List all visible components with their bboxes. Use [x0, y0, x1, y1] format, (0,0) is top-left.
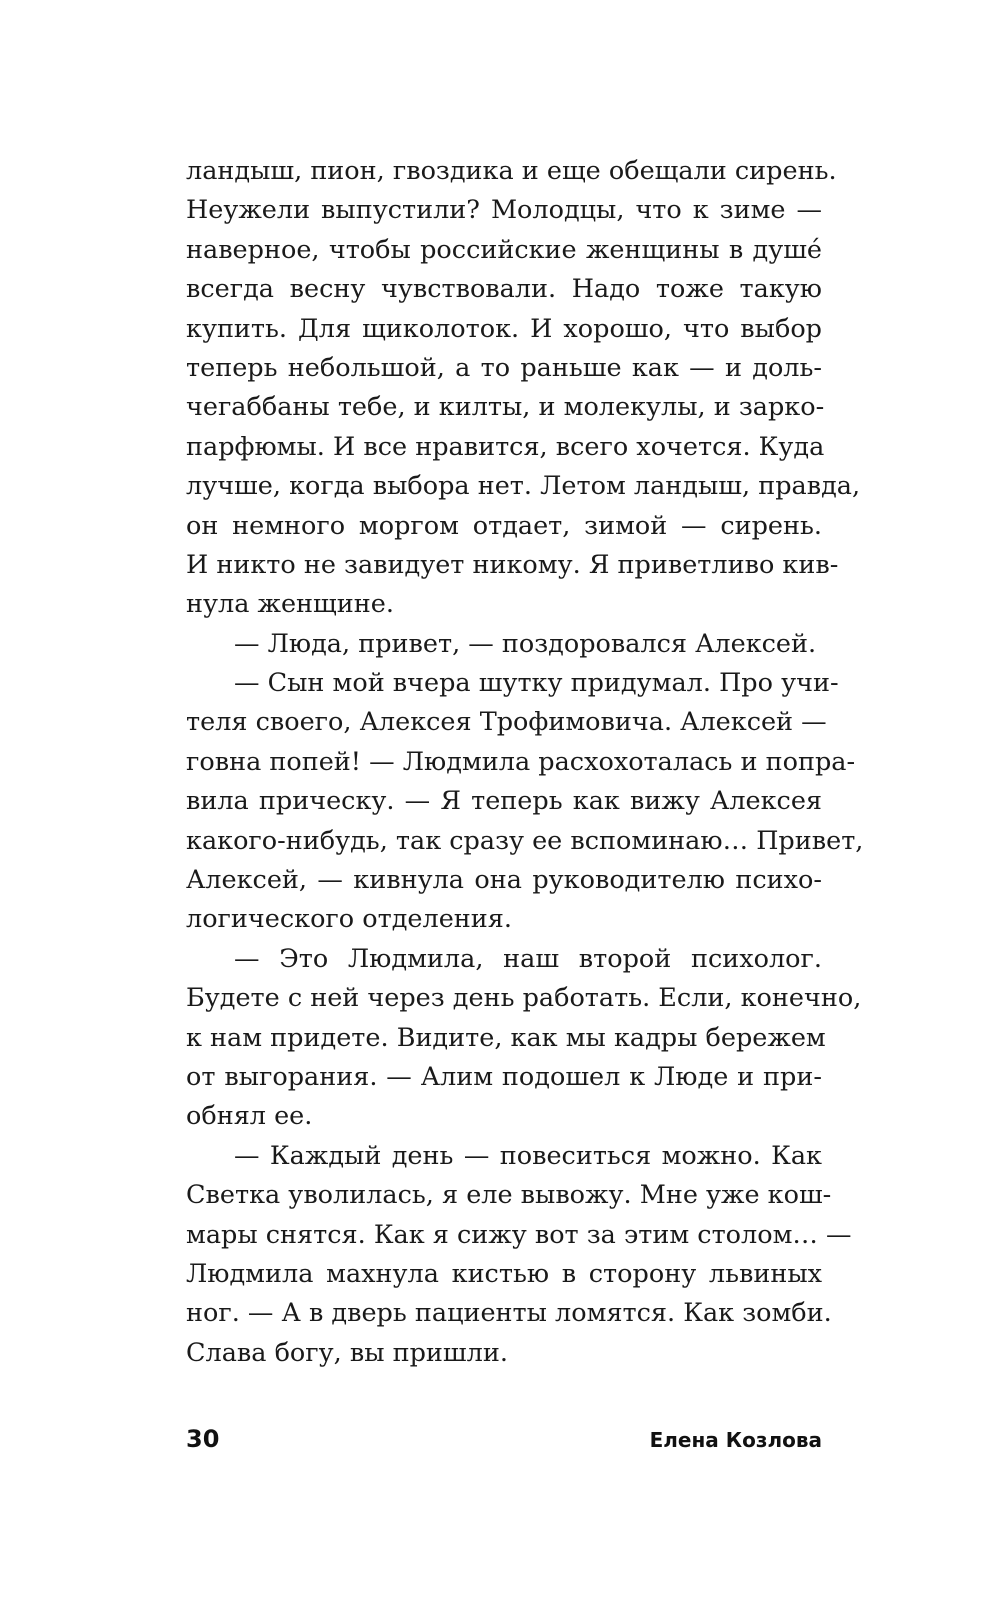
text-line: мары снятся. Как я сижу вот за этим столом… — — [186, 1219, 852, 1250]
text-line: от выгорания. — Алим подошел к Люде и при- — [186, 1061, 822, 1092]
text-line: какого-нибудь, так сразу ее вспоминаю… Привет, — [186, 825, 864, 856]
text-line: — Каждый день — повеситься можно. Как — [234, 1140, 822, 1171]
page-footer — [186, 1425, 822, 1455]
text-line: ног. — А в дверь пациенты ломятся. Как зомби. — [186, 1298, 832, 1329]
text-line: теля своего, Алексея Трофимовича. Алексей — — [186, 707, 827, 738]
text-line: лучше, когда выбора нет. Летом ландыш, правда, — [186, 471, 861, 502]
text-line: парфюмы. И все нравится, всего хочется. Куда — [186, 431, 825, 462]
text-line: Будете с ней через день работать. Если, конечно, — [186, 983, 862, 1014]
text-line: И никто не завидует никому. Я приветливо кив- — [186, 549, 839, 580]
text-line: Людмила махнула кистью в сторону львиных — [186, 1258, 822, 1289]
body-text — [186, 152, 864, 1373]
text-line: — Сын мой вчера шутку придумал. Про учи- — [234, 668, 839, 699]
text-line: он немного моргом отдает, зимой — сирень. — [186, 510, 822, 541]
text-line: Светка уволилась, я еле вывожу. Мне уже кош- — [186, 1180, 832, 1211]
text-line: нула женщине. — [186, 589, 394, 620]
text-line: купить. Для щиколоток. И хорошо, что выбор — [186, 313, 822, 344]
text-line: Алексей, — кивнула она руководителю психо- — [186, 865, 822, 896]
text-line: чегаббаны тебе, и килты, и молекулы, и зарко- — [186, 392, 825, 423]
text-line: ландыш, пион, гвоздика и еще обещали сирень. — [186, 156, 837, 186]
text-line: Слава богу, вы пришли. — [186, 1337, 508, 1368]
page-number: 30 — [186, 1425, 220, 1453]
text-line: наверное, чтобы российские женщины в душé — [186, 234, 822, 265]
text-line: — Люда, привет, — поздоровался Алексей. — [234, 628, 817, 659]
text-line: теперь небольшой, а то раньше как — и доль- — [186, 352, 822, 383]
text-line: — Это Людмила, наш второй психолог. — [234, 943, 822, 974]
text-line: логического отделения. — [186, 904, 512, 935]
text-line: к нам придете. Видите, как мы кадры бережем — [186, 1022, 826, 1053]
text-line: вила прическу. — Я теперь как вижу Алексея — [186, 786, 822, 817]
text-line: обнял ее. — [186, 1101, 313, 1132]
text-line: всегда весну чувствовали. Надо тоже такую — [186, 274, 822, 305]
text-line: говна попей! — Людмила расхохоталась и попра- — [186, 746, 856, 777]
text-line: Неужели выпустили? Молодцы, что к зиме — — [186, 195, 822, 226]
author-name: Елена Козлова — [649, 1428, 822, 1452]
